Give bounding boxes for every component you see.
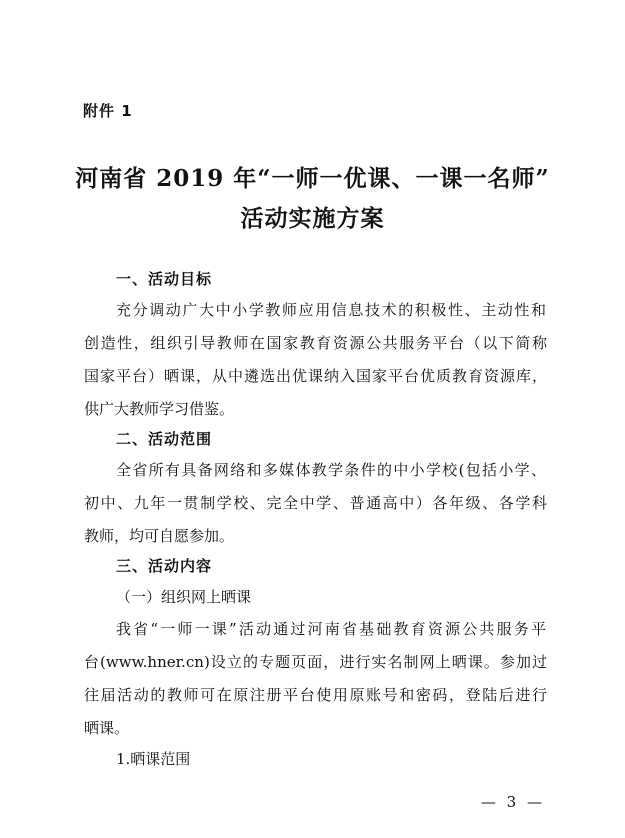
paragraph-line: 教师，均可自愿参加。 xyxy=(84,527,235,545)
paragraph-line: 创造性，组织引导教师在国家教育资源公共服务平台（以下简称 xyxy=(84,334,547,352)
section-heading-content: 三、活动内容 xyxy=(116,557,213,575)
paragraph-line: 初中、九年一贯制学校、完全中学、普通高中）各年级、各学科 xyxy=(84,494,547,512)
section-heading-goal: 一、活动目标 xyxy=(116,270,213,288)
paragraph-line: 供广大教师学习借鉴。 xyxy=(84,400,235,418)
section-heading-scope: 二、活动范围 xyxy=(116,430,213,448)
paragraph-line: 全省所有具备网络和多媒体教学条件的中小学校(包括小学、 xyxy=(116,461,546,479)
document-title-line-1: 河南省 2019 年“一师一优课、一课一名师” xyxy=(75,165,550,192)
subsection-heading: （一）组织网上晒课 xyxy=(116,588,252,606)
list-item-heading: 1.晒课范围 xyxy=(116,750,191,768)
paragraph-line: 台(www.hner.cn)设立的专题页面，进行实名制网上晒课。参加过 xyxy=(84,653,547,671)
paragraph-line: 充分调动广大中小学教师应用信息技术的积极性、主动性和 xyxy=(116,301,546,319)
document-title-line-2: 活动实施方案 xyxy=(240,205,385,232)
paragraph-line: 晒课。 xyxy=(84,719,130,737)
paragraph-line: 国家平台）晒课，从中遴选出优课纳入国家平台优质教育资源库， xyxy=(84,367,547,385)
paragraph-line: 往届活动的教师可在原注册平台使用原账号和密码，登陆后进行 xyxy=(84,686,547,704)
paragraph-line: 我省“一师一课”活动通过河南省基础教育资源公共服务平 xyxy=(116,620,546,638)
page-number: — 3 — xyxy=(480,793,545,811)
attachment-label: 附件 1 xyxy=(83,102,133,120)
